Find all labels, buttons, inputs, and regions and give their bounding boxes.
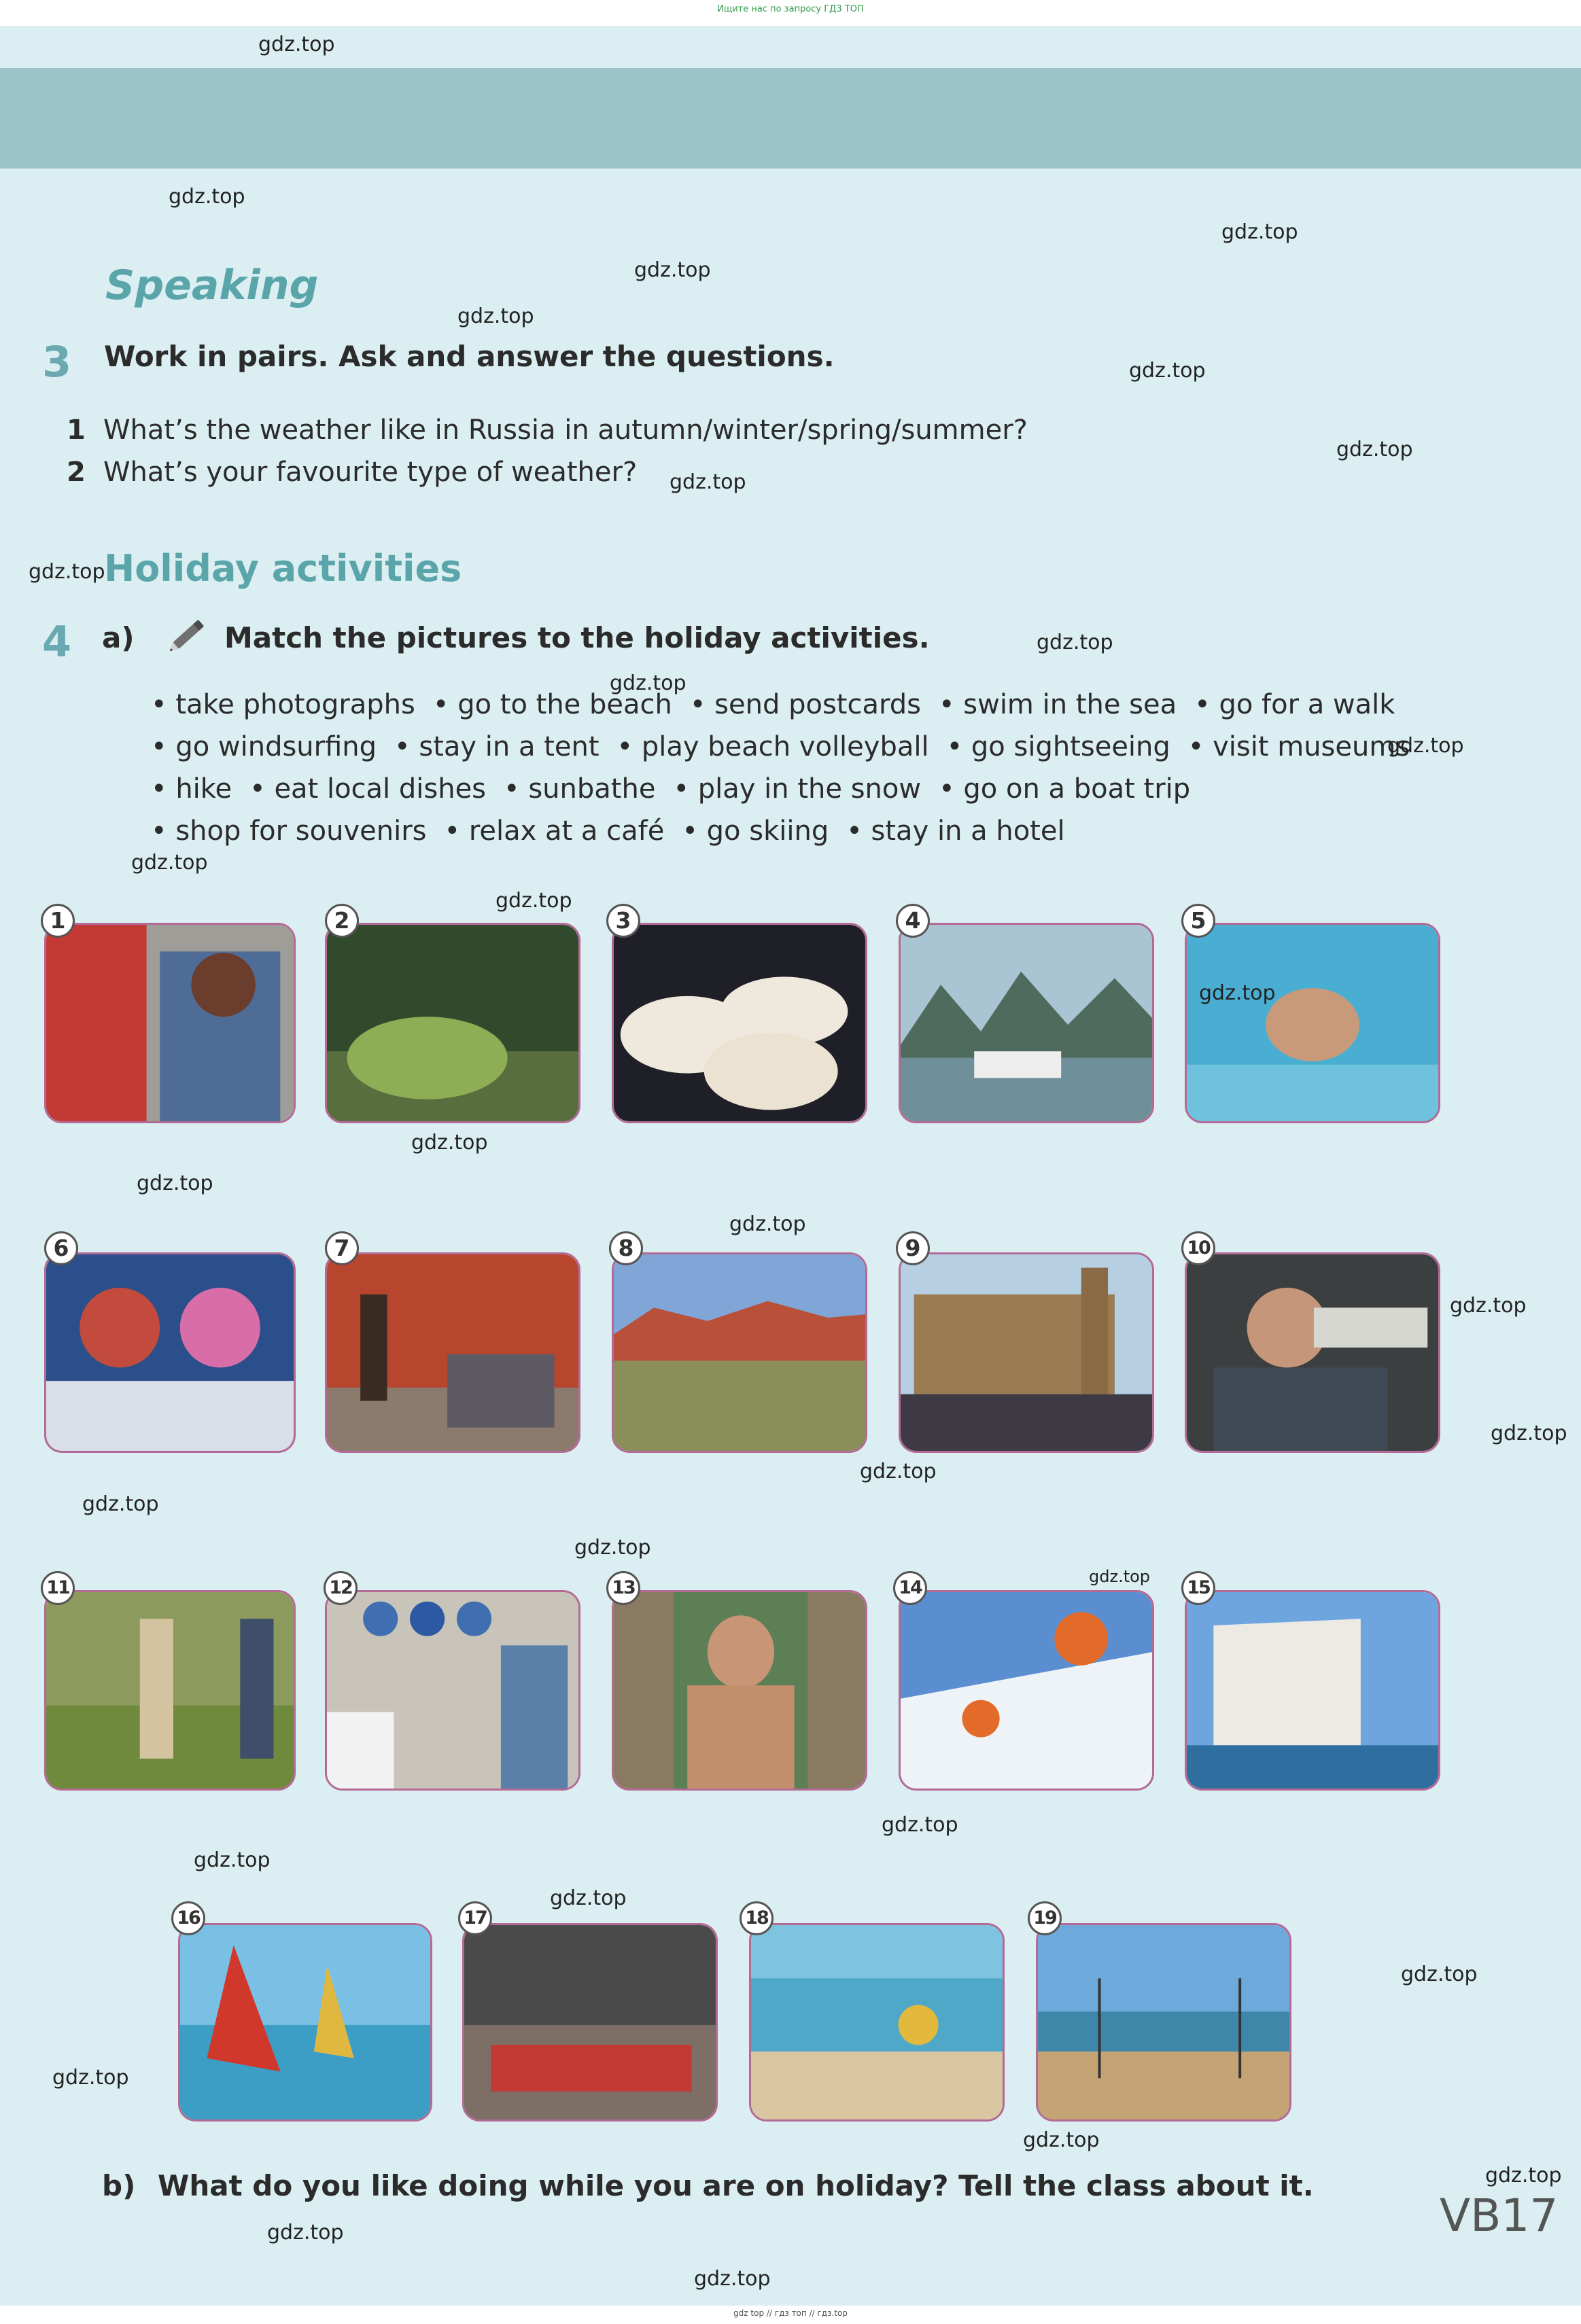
picture-16-go-windsurfing[interactable] [178, 1923, 432, 2121]
picture-19-number: 19 [1028, 1901, 1062, 1935]
activity-line-2 [151, 731, 1410, 762]
activity-item: • swim in the sea [939, 689, 1177, 720]
watermark: gdz.top [670, 470, 746, 494]
watermark: gdz.top [1450, 1294, 1527, 1318]
picture-12-shop-for-souvenirs[interactable] [325, 1590, 580, 1791]
picture-10-number: 10 [1181, 1231, 1215, 1265]
picture-18-go-to-the-beach[interactable] [749, 1923, 1005, 2121]
question-1-number: 1 [67, 415, 86, 446]
picture-5-number: 5 [1181, 904, 1215, 938]
part-b-label: b) [102, 2169, 136, 2202]
top-note: Ищите нас по запросу ГДЗ ТОП [717, 4, 864, 14]
activity-item: • go windsurfing [151, 731, 377, 762]
watermark: gdz.top [496, 889, 572, 913]
watermark: gdz.top [1491, 1422, 1567, 1445]
watermark: gdz.top [694, 2267, 771, 2291]
activity-item: • visit museums [1188, 731, 1410, 762]
picture-13-sunbathe[interactable] [612, 1590, 867, 1791]
picture-9-go-sightseeing[interactable] [899, 1252, 1154, 1453]
picture-2-stay-in-a-tent[interactable] [325, 923, 580, 1123]
watermark: gdz.top [574, 1536, 651, 1560]
picture-3-number: 3 [606, 904, 640, 938]
part-a-label: a) [102, 621, 135, 654]
question-2-text: What’s your favourite type of weather? [103, 457, 638, 488]
picture-14-number: 14 [893, 1571, 927, 1605]
activity-item: • take photographs [151, 689, 415, 720]
picture-4-go-on-a-boat-trip[interactable] [899, 923, 1154, 1123]
pencil-icon [162, 609, 215, 659]
activity-item: • play beach volleyball [617, 731, 929, 762]
bottom-note: gdz top // гдз топ // гдз.top [733, 2308, 848, 2318]
picture-11-go-for-a-walk[interactable] [44, 1590, 296, 1791]
exercise-4-number: 4 [42, 617, 72, 667]
picture-7-visit-museums[interactable] [325, 1252, 580, 1453]
activity-item: • play in the snow [673, 773, 921, 805]
watermark: gdz.top [634, 258, 711, 282]
picture-13-number: 13 [606, 1571, 640, 1605]
picture-6-play-in-the-snow[interactable] [44, 1252, 296, 1453]
watermark: gdz.top [82, 1492, 159, 1516]
activity-item: • stay in a tent [394, 731, 599, 762]
exercise-3-instruction: Work in pairs. Ask and answer the questions. [104, 340, 835, 373]
picture-5-swim-in-the-sea[interactable] [1185, 923, 1440, 1123]
activity-item: • go to the beach [433, 689, 672, 720]
activity-item: • go on a boat trip [939, 773, 1190, 805]
watermark: gdz.top [169, 185, 245, 209]
watermark: gdz.top [52, 2066, 129, 2090]
watermark: gdz.top [1023, 2128, 1100, 2152]
speaking-heading: Speaking [105, 262, 319, 309]
picture-14-go-skiing[interactable] [899, 1590, 1154, 1791]
watermark: gdz.top [1401, 1962, 1478, 1986]
watermark: gdz.top [457, 304, 534, 328]
picture-3-eat-local-dishes[interactable] [612, 923, 867, 1123]
watermark: gdz.top [1129, 359, 1206, 383]
watermark: gdz.top [137, 1172, 213, 1195]
activity-item: • go sightseeing [947, 731, 1170, 762]
watermark: gdz.top [1336, 438, 1413, 461]
watermark: gdz.top [258, 33, 335, 56]
picture-8-number: 8 [609, 1231, 643, 1265]
picture-1-send-postcards[interactable] [44, 923, 296, 1123]
holiday-activities-heading: Holiday activities [104, 547, 462, 590]
watermark: gdz.top [1199, 981, 1276, 1005]
watermark: gdz.top [1221, 220, 1298, 244]
activity-item: • relax at a café [445, 815, 665, 847]
watermark: gdz.top [610, 671, 687, 695]
activity-item: • hike [151, 773, 232, 805]
picture-6-number: 6 [44, 1231, 78, 1265]
picture-9-number: 9 [896, 1231, 930, 1265]
activity-line-3 [151, 773, 1190, 805]
picture-1-number: 1 [41, 904, 75, 938]
activity-item: • eat local dishes [249, 773, 486, 805]
activity-item: • go for a walk [1194, 689, 1395, 720]
picture-11-number: 11 [41, 1571, 75, 1605]
activity-line-1 [151, 689, 1395, 720]
picture-17-number: 17 [458, 1901, 492, 1935]
page-number: VB17 [1440, 2189, 1559, 2242]
watermark: gdz.top [1089, 1567, 1151, 1586]
question-2-number: 2 [67, 457, 86, 488]
question-1-text: What’s the weather like in Russia in autumn/winter/spring/summer? [103, 415, 1028, 446]
watermark: gdz.top [1387, 734, 1464, 758]
picture-10-take-photographs[interactable] [1185, 1252, 1440, 1453]
watermark: gdz.top [267, 2221, 344, 2244]
header-banner [0, 68, 1581, 169]
activity-item: • shop for souvenirs [151, 815, 427, 847]
picture-17-relax-at-a-cafe[interactable] [462, 1923, 718, 2121]
watermark: gdz.top [1485, 2164, 1562, 2187]
picture-15-number: 15 [1181, 1571, 1215, 1605]
part-a-instruction: Match the pictures to the holiday activities. [224, 621, 930, 654]
picture-19-play-beach-volleyball[interactable] [1036, 1923, 1291, 2121]
watermark: gdz.top [860, 1460, 937, 1483]
part-b-instruction: What do you like doing while you are on holiday? Tell the class about it. [158, 2169, 1314, 2202]
activity-item: • sunbathe [504, 773, 655, 805]
activity-line-4 [151, 815, 1065, 847]
activity-item: • go skiing [682, 815, 829, 847]
picture-4-number: 4 [896, 904, 930, 938]
watermark: gdz.top [29, 560, 105, 584]
watermark: gdz.top [729, 1212, 806, 1236]
watermark: gdz.top [550, 1886, 627, 1910]
watermark: gdz.top [411, 1131, 488, 1155]
activity-item: • stay in a hotel [846, 815, 1064, 847]
watermark: gdz.top [882, 1813, 958, 1837]
picture-15-stay-in-a-hotel[interactable] [1185, 1590, 1440, 1791]
picture-8-hike[interactable] [612, 1252, 867, 1453]
activity-item: • send postcards [690, 689, 921, 720]
picture-18-number: 18 [740, 1901, 774, 1935]
picture-2-number: 2 [325, 904, 359, 938]
picture-7-number: 7 [325, 1231, 359, 1265]
watermark: gdz.top [1037, 631, 1113, 654]
exercise-3-number: 3 [42, 337, 72, 387]
picture-12-number: 12 [324, 1571, 358, 1605]
watermark: gdz.top [194, 1848, 271, 1872]
watermark: gdz.top [131, 851, 208, 875]
picture-16-number: 16 [171, 1901, 205, 1935]
